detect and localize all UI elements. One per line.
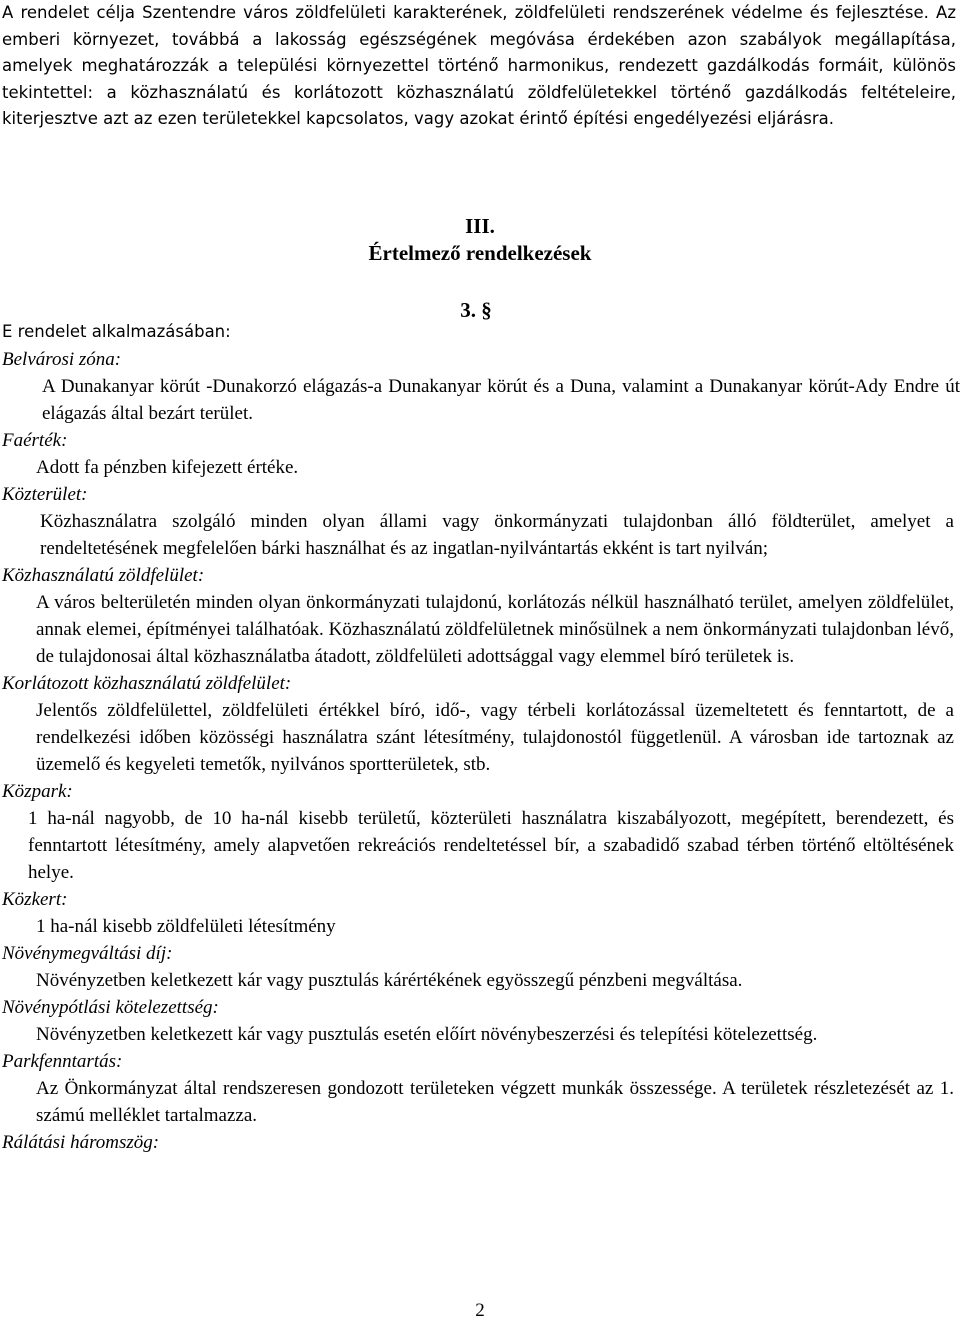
definition-term: Faérték: <box>2 430 68 451</box>
definition-text: A Dunakanyar körút -Dunakorzó elágazás-a Dunakanyar körút és a Duna, valamint a Dunakanyar körút-Ady Endre út elágazás által bezárt terület. <box>42 376 960 424</box>
definition-text: A város belterületén minden olyan önkormányzati tulajdonú, korlátozás nélkül használható terület, amelyen zöldfelület, annak elemei, építményei találhatóak. Közhasználatú zöldfelületnek minősülnek a nem önkormányzati tulajdonban lévő, de tulajdonosai által közhasználatba átadott, zöldfelületi adottsággal vagy elemmel bíró területek is. <box>36 592 954 667</box>
definition-item <box>0 886 960 940</box>
definition-term: Növénymegváltási díj: <box>2 943 173 964</box>
intro-paragraph: A rendelet célja Szentendre város zöldfelületi karakterének, zöldfelületi rendszerének védelme és fejlesztése. Az emberi környezet, továbbá a lakosság egészségének megóvása érdekében azon szabályok megállapítása, amelyek meghatározzák a települési környezettel történő harmonikus, rendezett gazdálkodás formáit, különös tekintettel: a közhasználatú és korlátozott közhasználatú zöldfelületekkel történő gazdálkodás feltételeire, kiterjesztve azt az ezen területekkel kapcsolatos, vagy azokat érintő építési engedélyezési eljárásra. <box>2 3 956 128</box>
definition-term: Közkert: <box>2 889 68 910</box>
definition-term: Közhasználatú zöldfelület: <box>2 565 205 586</box>
definition-text: 1 ha-nál nagyobb, de 10 ha-nál kisebb területű, közterületi használatra kiszabályozott, megépített, berendezett, és fenntartott létesítmény, amely alapvetően rekreációs rendeltetéssel bír, a szabadidő szabad térben történő eltöltésének helye. <box>28 808 954 883</box>
definition-item <box>0 778 960 886</box>
definition-text: Közhasználatra szolgáló minden olyan állami vagy önkormányzati tulajdonban álló földterület, amelyet a rendeltetésének megfelelően bárki használhat és az ingatlan-nyilvántartás ekként is tart nyilván; <box>40 511 954 559</box>
section-number: III. <box>465 214 495 238</box>
page-number: 2 <box>475 1300 485 1321</box>
definition-text: Jelentős zöldfelülettel, zöldfelületi értékkel bíró, idő-, vagy térbeli korlátozással üzemeltetett és fenntartott, de a rendelkezési időben közösségi használatra szánt létesítmény, tulajdonostól függetlenül. A városban ide tartoznak az üzemelő és kegyeleti temetők, nyilvános sportterületek, stb. <box>36 700 954 775</box>
definition-text: Növényzetben keletkezett kár vagy pusztulás esetén előírt növénybeszerzési és telepítési kötelezettség. <box>36 1024 818 1045</box>
definition-item <box>0 940 960 994</box>
definition-text: 1 ha-nál kisebb zöldfelületi létesítmény <box>36 916 336 937</box>
definition-text: Növényzetben keletkezett kár vagy pusztulás kárértékének egyösszegű pénzbeni megváltása. <box>36 970 743 991</box>
definition-item <box>0 670 960 778</box>
definitions-list <box>0 346 960 1156</box>
section-title: Értelmező rendelkezések <box>368 241 592 265</box>
definition-item <box>0 1129 960 1156</box>
paragraph-number: 3. § <box>460 298 492 322</box>
definition-item <box>0 481 960 562</box>
definition-text: Adott fa pénzben kifejezett értéke. <box>36 457 299 478</box>
definition-term: Közpark: <box>2 781 73 802</box>
definitions-lead: E rendelet alkalmazásában: <box>2 322 231 341</box>
definition-item <box>0 346 960 427</box>
definition-text: Az Önkormányzat által rendszeresen gondozott területeken végzett munkák összessége. A területek részletezését az 1. számú melléklet tartalmazza. <box>36 1078 954 1126</box>
definition-term: Belvárosi zóna: <box>2 349 122 370</box>
definition-item <box>0 427 960 481</box>
definition-term: Korlátozott közhasználatú zöldfelület: <box>2 673 292 694</box>
definition-term: Növénypótlási kötelezettség: <box>2 997 219 1018</box>
definition-item <box>0 1048 960 1129</box>
definition-item <box>0 562 960 670</box>
definition-term: Parkfenntartás: <box>2 1051 123 1072</box>
definition-term: Rálátási háromszög: <box>2 1132 160 1153</box>
definition-item <box>0 994 960 1048</box>
definition-term: Közterület: <box>2 484 88 505</box>
